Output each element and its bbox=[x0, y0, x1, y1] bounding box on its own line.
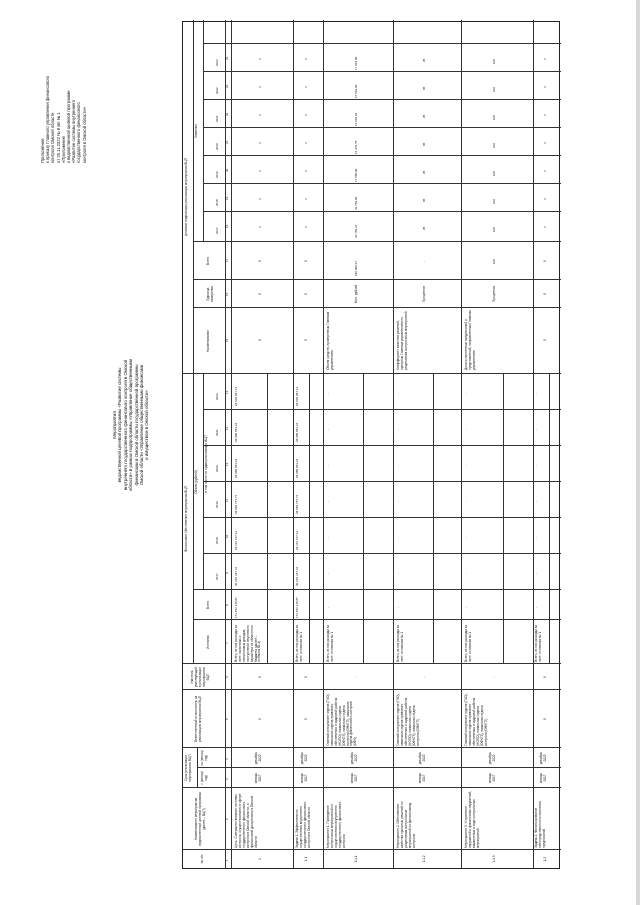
row-year-value: - bbox=[326, 573, 330, 574]
ind-year-header: 2017 bbox=[215, 227, 219, 234]
ind-year-header: 2021 bbox=[215, 115, 219, 122]
row-year-value: - bbox=[326, 393, 330, 394]
row-indicator: X bbox=[304, 338, 308, 342]
col-number: 9 bbox=[225, 572, 229, 574]
row-year-value: 28 083 776,71 bbox=[295, 494, 299, 514]
header-executor: Ответственный исполнитель за реализацию мероприятия ВЦП bbox=[194, 695, 202, 743]
col-line bbox=[197, 767, 561, 768]
col-number: 2 bbox=[225, 818, 229, 820]
header-line: контроля Омской области bbox=[50, 112, 56, 163]
row-total: - bbox=[464, 607, 468, 608]
row-total: 173 872 215,87 bbox=[234, 597, 238, 618]
col-line bbox=[193, 589, 561, 590]
col-number: 12 bbox=[225, 462, 229, 466]
col-line bbox=[203, 409, 561, 410]
row-name: Мероприятие 1. Проведение контрольных мероприятий по осуществлению внутреннего государственного финансового контроля bbox=[326, 801, 346, 848]
fin-year-header: 2017 bbox=[215, 573, 219, 580]
row-ind-year: 16 503,94 bbox=[354, 112, 358, 126]
row-to: декабрь 2022 bbox=[539, 751, 547, 765]
row-year-value: - bbox=[396, 429, 400, 430]
row-line bbox=[549, 374, 550, 664]
row-ind-total: - bbox=[422, 261, 426, 262]
row-year-value: - bbox=[464, 537, 468, 538]
row-executor: X bbox=[258, 717, 262, 721]
col-number: 20 bbox=[225, 168, 229, 172]
col-line bbox=[203, 155, 561, 156]
row-line bbox=[503, 374, 504, 664]
row-name: Мероприятие 3. Устранение нарушений и финансовых нарушений, выявленных в ходе контрольных мероприятий bbox=[464, 790, 480, 848]
col-number: 24 bbox=[225, 56, 229, 60]
header-line: от 25.11.2022 № 8 мп № 1 bbox=[55, 112, 61, 163]
row-coexecutor: - bbox=[354, 676, 358, 678]
row-indicator: Коэффициент качества решений, принятых Главным управлением по результатам контрольных мероприятий bbox=[396, 311, 408, 370]
row-line bbox=[267, 374, 268, 664]
row-ind-year: 95 bbox=[422, 226, 426, 230]
row-year-value: - bbox=[326, 537, 330, 538]
col-line bbox=[193, 619, 561, 620]
col-number: 3 bbox=[225, 778, 229, 780]
col-line bbox=[183, 787, 561, 788]
row-source: Всего, из них расходы за счет: источника № 1 bbox=[464, 625, 472, 662]
row-ind-year: X bbox=[258, 141, 262, 144]
row-ind-year: X bbox=[543, 225, 547, 228]
row-from: январь 2017 bbox=[539, 772, 547, 784]
row-total: - bbox=[396, 607, 400, 608]
col-line bbox=[203, 553, 561, 554]
row-line bbox=[533, 20, 534, 868]
row-year-value: - bbox=[464, 429, 468, 430]
row-year-value: - bbox=[534, 573, 538, 574]
row-year-value: - bbox=[396, 465, 400, 466]
row-num: 1 bbox=[258, 858, 262, 860]
row-ind-year: X bbox=[543, 85, 547, 88]
header-indicators: Целевые индикаторы реализации мероприятия ВЦП bbox=[184, 157, 188, 237]
header-period-to: по (месяц/ год) bbox=[200, 750, 208, 766]
col-line bbox=[203, 99, 561, 100]
title-line: Мероприятия bbox=[112, 411, 117, 439]
row-ind-year: 95 bbox=[422, 198, 426, 202]
header-note bbox=[40, 13, 87, 163]
row-executor: Главный консультант отдела (ГКО), начальник отдела правового обеспечения и кадровой работы (НОПО), начальник отдела (ОФКГЗ), начальник отдела контроля (ОФКГП), начальник отдела финансового контроля (ОФК) bbox=[326, 693, 358, 746]
row-ind-year: X bbox=[304, 85, 308, 88]
col-number: 4 bbox=[225, 758, 229, 760]
row-ind-year: 100 bbox=[492, 58, 496, 64]
col-line bbox=[183, 373, 561, 374]
row-year-value: - bbox=[534, 537, 538, 538]
row-total: 173 872 215,87 bbox=[295, 597, 299, 618]
row-line bbox=[363, 374, 364, 664]
ind-year-header: 2022 bbox=[215, 87, 219, 94]
row-ind-total: X bbox=[304, 259, 308, 263]
row-num: 1.1.3 bbox=[492, 855, 496, 863]
row-source: Всего, из них расходы за счет: налоговых и неналоговых доходов, поступлений нецелевого характера из областного бюджета (далее – источник № 1) bbox=[234, 625, 262, 662]
row-year-value: 28 503 057,14 bbox=[234, 386, 238, 406]
row-unit: Процентов bbox=[422, 285, 426, 303]
header-ind-name: Наименование bbox=[206, 329, 210, 353]
col-number: 16 bbox=[225, 292, 229, 296]
header-line: «Приложение bbox=[60, 136, 66, 163]
row-ind-year: 100 bbox=[492, 86, 496, 92]
row-ind-year: 95 bbox=[422, 86, 426, 90]
row-unit: X bbox=[304, 292, 308, 296]
row-executor: X bbox=[543, 717, 547, 721]
row-year-value: 29 116 727,13 bbox=[295, 531, 299, 550]
ind-year-header: 2020 bbox=[215, 143, 219, 150]
row-ind-year: 17 585,00 bbox=[354, 168, 358, 182]
fin-year-header: 2019 bbox=[215, 501, 219, 508]
row-year-value: - bbox=[326, 501, 330, 502]
row-ind-total: X bbox=[543, 259, 547, 263]
row-from: январь 2017 bbox=[300, 772, 308, 784]
row-year-value: - bbox=[464, 573, 468, 574]
row-name: Задача 2. Финансирование непосредственного исполнения предписаний bbox=[534, 801, 546, 848]
row-unit: Млн. рублей bbox=[354, 284, 358, 304]
row-line bbox=[197, 748, 198, 788]
row-num: 1.1.2 bbox=[422, 855, 426, 863]
row-ind-year: 17 816,00 bbox=[354, 56, 358, 70]
row-ind-year: 95 bbox=[422, 58, 426, 62]
header-source: Источник bbox=[206, 635, 210, 649]
row-indicator: X bbox=[543, 338, 547, 342]
col-number: 10 bbox=[225, 534, 229, 538]
header-line: Приложение bbox=[40, 138, 45, 163]
row-indicator: Объем средств, проверенных Главным управлением bbox=[326, 311, 334, 370]
col-number: 8 bbox=[225, 604, 229, 606]
row-line bbox=[461, 20, 462, 868]
row-ind-year: X bbox=[304, 225, 308, 228]
row-ind-year: 95 bbox=[422, 170, 426, 174]
header-num: № п/п bbox=[200, 854, 204, 864]
header-line: к приказу Главного управления финансового bbox=[45, 75, 51, 163]
row-year-value: - bbox=[396, 537, 400, 538]
header-coexecutor: Участник, участвующий в реализации мероприятия ВЦП bbox=[190, 666, 210, 688]
row-ind-year: 100 bbox=[492, 226, 496, 232]
col-line bbox=[203, 445, 561, 446]
row-ind-year: X bbox=[304, 113, 308, 116]
col-number: 1 bbox=[225, 859, 229, 861]
row-ind-total: 180 000,37 bbox=[354, 260, 358, 276]
col-line bbox=[183, 663, 561, 664]
fin-year-header: 2022 bbox=[215, 393, 219, 400]
row-unit: X bbox=[543, 292, 547, 296]
col-line bbox=[203, 517, 561, 518]
row-to: декабрь 2022 bbox=[300, 751, 308, 765]
row-ind-year: X bbox=[258, 225, 262, 228]
col-number: 5 bbox=[225, 718, 229, 720]
header-period-from: с (месяц/ год) bbox=[200, 771, 208, 785]
row-from: январь 2017 bbox=[350, 772, 358, 784]
row-year-value: - bbox=[326, 465, 330, 466]
fin-year-header: 2018 bbox=[215, 537, 219, 544]
col-line bbox=[193, 241, 561, 242]
row-from: январь 2017 bbox=[254, 772, 262, 784]
header-name: Наименование мероприятия ведомственной целевой программы (далее – ВЦП) bbox=[194, 792, 206, 846]
row-source: Всего, из них расходы за счет: источника № 1 bbox=[396, 625, 404, 662]
col-number: 13 bbox=[225, 426, 229, 430]
row-year-value: 28 083 776,71 bbox=[234, 494, 238, 514]
header-total: Всего bbox=[206, 600, 210, 610]
row-ind-year: 16 479,75 bbox=[354, 140, 358, 154]
row-ind-year: X bbox=[258, 57, 262, 60]
col-number: 19 bbox=[225, 196, 229, 200]
ind-year-header: 2018 bbox=[215, 199, 219, 206]
col-number: 15 bbox=[225, 338, 229, 342]
row-year-value: 30 207 347,41 bbox=[295, 566, 299, 586]
row-name: Мероприятие 2. Обеспечение качества принятых решений по результатам контрольных мероприятий по финансовому контролю bbox=[396, 801, 416, 848]
header-unit: Единица измерения bbox=[206, 285, 214, 303]
col-number: 7 bbox=[225, 642, 229, 644]
row-ind-year: X bbox=[543, 169, 547, 172]
row-year-value: 28 980 653,24 bbox=[234, 458, 238, 478]
col-line bbox=[193, 279, 561, 280]
row-source: Всего, из них расходы за счет: источника № 1 bbox=[295, 625, 303, 662]
header-ind-total: Всего bbox=[206, 256, 210, 266]
row-year-value: - bbox=[534, 393, 538, 394]
ind-year-header: 2019 bbox=[215, 171, 219, 178]
col-line bbox=[183, 849, 561, 850]
row-to: декабрь 2022 bbox=[418, 751, 426, 765]
header-sum: Объем (рублей) bbox=[194, 470, 198, 494]
row-line bbox=[193, 20, 194, 664]
row-year-value: - bbox=[396, 501, 400, 502]
row-ind-year: 100 bbox=[492, 170, 496, 176]
col-number: 11 bbox=[225, 498, 229, 502]
row-ind-year: 16 563,09 bbox=[354, 84, 358, 98]
col-line bbox=[203, 127, 561, 128]
col-number: 6 bbox=[225, 676, 229, 678]
header-by-years: в том числе по годам реализации ВЦП bbox=[204, 435, 208, 493]
row-ind-year: 95 bbox=[422, 142, 426, 146]
row-line bbox=[293, 20, 294, 868]
title-line: Омской области «Управление общественными финансами bbox=[139, 364, 145, 486]
row-name: Задача 1. Эффективность осуществления внутреннего государственного финансового контроля в Омской области bbox=[295, 801, 311, 848]
ind-year-header: 2023 bbox=[215, 59, 219, 66]
col-line bbox=[203, 183, 561, 184]
row-executor: Главный консультант отдела (ГКО), начальник отдела правового обеспечения и кадровой работы (НОПО), начальник отдела (ОФКГЗ), начальник отдела контроля (ОФКГП) bbox=[464, 693, 488, 746]
row-ind-year: X bbox=[543, 141, 547, 144]
col-line bbox=[203, 481, 561, 482]
row-year-value: 30 207 347,41 bbox=[234, 566, 238, 586]
row-ind-year: X bbox=[543, 113, 547, 116]
row-ind-year: 95 bbox=[422, 114, 426, 118]
col-line bbox=[183, 747, 561, 748]
col-number: 17 bbox=[225, 258, 229, 262]
row-ind-year: 36 783,37 bbox=[354, 224, 358, 238]
row-year-value: 28 503 057,14 bbox=[295, 386, 299, 406]
row-year-value: - bbox=[534, 501, 538, 502]
row-ind-year: 100 bbox=[492, 142, 496, 148]
fin-year-header: 2020 bbox=[215, 465, 219, 472]
row-from: январь 2017 bbox=[418, 772, 426, 784]
row-ind-total: X bbox=[258, 259, 262, 263]
row-ind-year: 100 bbox=[492, 114, 496, 120]
row-ind-year: X bbox=[304, 141, 308, 144]
row-source: Всего, из них расходы за счет: источника № 1 bbox=[326, 625, 334, 662]
program-table bbox=[182, 21, 560, 869]
row-to: декабрь 2022 bbox=[254, 751, 262, 765]
row-year-value: - bbox=[326, 429, 330, 430]
row-total: - bbox=[326, 607, 330, 608]
row-unit: X bbox=[258, 292, 262, 296]
row-year-value: 29 116 727,13 bbox=[234, 531, 238, 550]
row-line bbox=[433, 374, 434, 664]
row-line bbox=[323, 20, 324, 868]
col-line bbox=[183, 689, 561, 690]
row-source: Всего, из них расходы за счет: источника № 1 bbox=[534, 625, 542, 662]
row-ind-year: X bbox=[258, 85, 262, 88]
col-number: 18 bbox=[225, 224, 229, 228]
row-ind-year: X bbox=[543, 197, 547, 200]
row-executor: X bbox=[304, 717, 308, 721]
row-coexecutor: X bbox=[258, 675, 262, 679]
col-number: 21 bbox=[225, 140, 229, 144]
row-ind-year: X bbox=[543, 57, 547, 60]
row-to: декабрь 2022 bbox=[488, 751, 496, 765]
header-finance: Финансовое обеспечение мероприятия ВЦП bbox=[184, 485, 188, 553]
row-year-value: - bbox=[464, 465, 468, 466]
row-year-value: - bbox=[396, 573, 400, 574]
row-ind-year: X bbox=[258, 197, 262, 200]
row-ind-year: X bbox=[258, 169, 262, 172]
col-line bbox=[193, 307, 561, 308]
row-ind-year: X bbox=[304, 197, 308, 200]
row-line bbox=[309, 374, 310, 664]
row-year-value: - bbox=[464, 501, 468, 502]
row-ind-total: 100 bbox=[492, 258, 496, 264]
row-to: декабрь 2022 bbox=[350, 751, 358, 765]
row-year-value: - bbox=[534, 465, 538, 466]
title-line: внутреннего государственного финансового контроля в Омской bbox=[122, 359, 128, 491]
row-ind-year: 100 bbox=[492, 198, 496, 204]
row-year-value: 28 980 653,24 bbox=[295, 458, 299, 478]
row-ind-year: X bbox=[258, 113, 262, 116]
col-number: 22 bbox=[225, 112, 229, 116]
row-num: 1.2 bbox=[543, 856, 547, 862]
col-number: 14 bbox=[225, 390, 229, 394]
row-from: январь 2017 bbox=[488, 772, 496, 784]
row-coexecutor: X bbox=[543, 675, 547, 679]
header-period: Срок реализации мероприятия ВЦП bbox=[184, 754, 192, 782]
header-line: контроля в Омской области» bbox=[81, 106, 87, 163]
header-value: Значение bbox=[194, 123, 198, 139]
row-num: 1.1.1 bbox=[354, 855, 358, 863]
row-unit: Процентов bbox=[492, 285, 496, 303]
fin-year-header: 2021 bbox=[215, 429, 219, 436]
row-coexecutor: - bbox=[492, 676, 496, 678]
row-coexecutor: X bbox=[304, 675, 308, 679]
col-line bbox=[203, 71, 561, 72]
header-line: «Развитие системы внутреннего bbox=[71, 99, 77, 163]
row-executor: Главный консультант отдела (ГКО), начальник отдела правового обеспечения и кадровой работы (НОПО), начальник отдела (ОФКГЗ), начальник отдела контроля (ОФКГП) bbox=[396, 693, 420, 746]
row-ind-year: X bbox=[304, 57, 308, 60]
row-name: Цель. Совершенствование системы контроля, осуществляемого в сфере государственного финансового контроля в Омской области, и финансовой дисциплины в Омской области bbox=[234, 793, 258, 848]
title-line: области» в рамках подпрограммы «Управление общественными bbox=[128, 358, 134, 492]
col-number: 23 bbox=[225, 84, 229, 88]
row-year-value: 28 980 653,24 bbox=[295, 422, 299, 442]
row-indicator: Доля исполненных предписаний и представлений, направленных Главным управлением bbox=[464, 310, 476, 370]
header-line: государственного финансового bbox=[76, 102, 82, 163]
row-num: 1.1 bbox=[304, 856, 308, 862]
col-line bbox=[203, 43, 561, 44]
row-line bbox=[231, 20, 232, 868]
header-line: к ведомственной целевой программе bbox=[66, 90, 72, 163]
row-line bbox=[393, 20, 394, 868]
title-line: и имуществом в Омской области» bbox=[144, 390, 150, 460]
title-line: финансами в Омской области государственной программы bbox=[133, 364, 139, 486]
row-year-value: 28 980 653,24 bbox=[234, 422, 238, 442]
document-title bbox=[112, 325, 150, 525]
row-year-value: - bbox=[464, 393, 468, 394]
row-year-value: - bbox=[396, 393, 400, 394]
title-line: ведомственной целевой программы «Развитие системы bbox=[117, 367, 123, 483]
row-line bbox=[203, 20, 204, 242]
row-ind-year: X bbox=[304, 169, 308, 172]
row-year-value: - bbox=[534, 429, 538, 430]
col-line bbox=[203, 211, 561, 212]
row-indicator: X bbox=[258, 338, 262, 342]
row-total: - bbox=[534, 607, 538, 608]
row-coexecutor: - bbox=[422, 676, 426, 678]
row-line bbox=[225, 20, 226, 868]
row-ind-year: 36 783,00 bbox=[354, 196, 358, 210]
